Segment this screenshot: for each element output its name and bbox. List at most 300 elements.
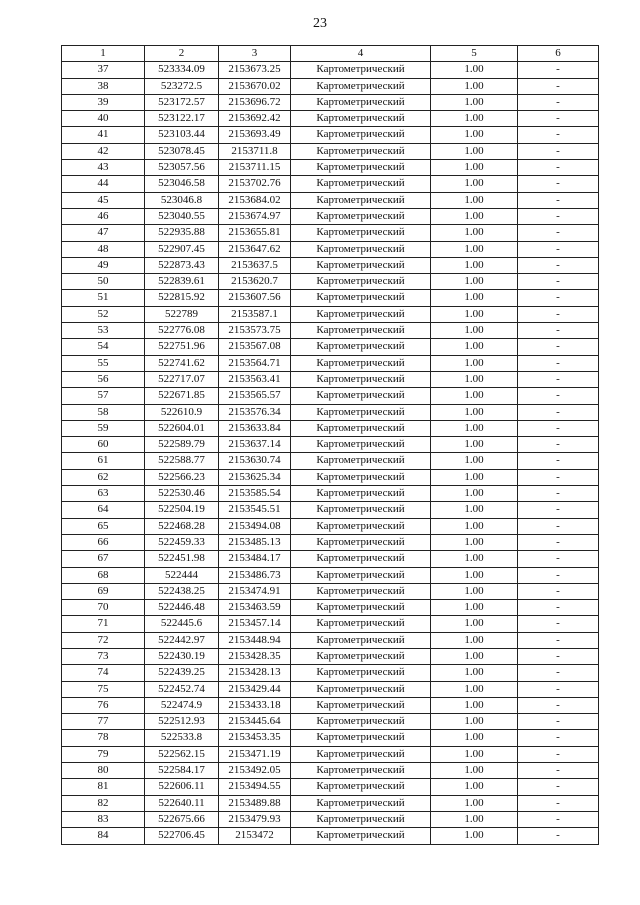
- cell-description: -: [518, 225, 599, 241]
- cell-y-coordinate: 2153492.05: [219, 763, 291, 779]
- cell-accuracy: 1.00: [431, 208, 518, 224]
- cell-method: Картометрический: [291, 486, 431, 502]
- cell-x-coordinate: 522459.33: [145, 534, 219, 550]
- cell-accuracy: 1.00: [431, 306, 518, 322]
- column-header-y-coordinate: 3: [219, 46, 291, 62]
- cell-accuracy: 1.00: [431, 779, 518, 795]
- cell-x-coordinate: 522446.48: [145, 600, 219, 616]
- table-row: [62, 62, 599, 78]
- table-row: [62, 225, 599, 241]
- cell-method: Картометрический: [291, 420, 431, 436]
- cell-point-number: 40: [62, 111, 145, 127]
- cell-y-coordinate: 2153433.18: [219, 697, 291, 713]
- cell-method: Картометрический: [291, 78, 431, 94]
- cell-point-number: 58: [62, 404, 145, 420]
- table-row: [62, 795, 599, 811]
- cell-y-coordinate: 2153637.5: [219, 257, 291, 273]
- cell-method: Картометрический: [291, 632, 431, 648]
- cell-point-number: 44: [62, 176, 145, 192]
- cell-accuracy: 1.00: [431, 437, 518, 453]
- table-row: [62, 697, 599, 713]
- cell-description: -: [518, 469, 599, 485]
- table-row: [62, 811, 599, 827]
- cell-method: Картометрический: [291, 208, 431, 224]
- cell-y-coordinate: 2153620.7: [219, 274, 291, 290]
- cell-point-number: 63: [62, 486, 145, 502]
- cell-y-coordinate: 2153484.17: [219, 551, 291, 567]
- cell-point-number: 76: [62, 697, 145, 713]
- cell-method: Картометрический: [291, 371, 431, 387]
- cell-description: -: [518, 339, 599, 355]
- cell-accuracy: 1.00: [431, 225, 518, 241]
- cell-y-coordinate: 2153463.59: [219, 600, 291, 616]
- table-row: [62, 371, 599, 387]
- cell-accuracy: 1.00: [431, 714, 518, 730]
- cell-y-coordinate: 2153453.35: [219, 730, 291, 746]
- table-row: [62, 323, 599, 339]
- cell-point-number: 39: [62, 94, 145, 110]
- cell-description: -: [518, 714, 599, 730]
- table-row: [62, 567, 599, 583]
- cell-y-coordinate: 2153670.02: [219, 78, 291, 94]
- cell-accuracy: 1.00: [431, 143, 518, 159]
- cell-description: -: [518, 763, 599, 779]
- cell-point-number: 80: [62, 763, 145, 779]
- cell-description: -: [518, 420, 599, 436]
- cell-point-number: 59: [62, 420, 145, 436]
- cell-accuracy: 1.00: [431, 404, 518, 420]
- cell-accuracy: 1.00: [431, 600, 518, 616]
- cell-y-coordinate: 2153486.73: [219, 567, 291, 583]
- cell-description: -: [518, 648, 599, 664]
- cell-x-coordinate: 522815.92: [145, 290, 219, 306]
- cell-method: Картометрический: [291, 143, 431, 159]
- cell-x-coordinate: 522533.8: [145, 730, 219, 746]
- cell-description: -: [518, 208, 599, 224]
- cell-x-coordinate: 522588.77: [145, 453, 219, 469]
- cell-x-coordinate: 523040.55: [145, 208, 219, 224]
- cell-description: -: [518, 534, 599, 550]
- cell-x-coordinate: 522512.93: [145, 714, 219, 730]
- cell-accuracy: 1.00: [431, 469, 518, 485]
- table-row: [62, 143, 599, 159]
- coordinates-table-body: [62, 46, 599, 845]
- cell-x-coordinate: 522468.28: [145, 518, 219, 534]
- table-row: [62, 502, 599, 518]
- cell-y-coordinate: 2153637.14: [219, 437, 291, 453]
- cell-method: Картометрический: [291, 176, 431, 192]
- cell-accuracy: 1.00: [431, 730, 518, 746]
- cell-point-number: 77: [62, 714, 145, 730]
- cell-y-coordinate: 2153585.54: [219, 486, 291, 502]
- cell-x-coordinate: 522444: [145, 567, 219, 583]
- cell-accuracy: 1.00: [431, 257, 518, 273]
- cell-point-number: 55: [62, 355, 145, 371]
- cell-description: -: [518, 730, 599, 746]
- cell-method: Картометрический: [291, 811, 431, 827]
- cell-method: Картометрический: [291, 453, 431, 469]
- cell-description: -: [518, 127, 599, 143]
- cell-description: -: [518, 567, 599, 583]
- cell-accuracy: 1.00: [431, 355, 518, 371]
- cell-accuracy: 1.00: [431, 420, 518, 436]
- cell-description: -: [518, 257, 599, 273]
- cell-y-coordinate: 2153692.42: [219, 111, 291, 127]
- cell-accuracy: 1.00: [431, 388, 518, 404]
- cell-method: Картометрический: [291, 746, 431, 762]
- cell-accuracy: 1.00: [431, 111, 518, 127]
- cell-method: Картометрический: [291, 518, 431, 534]
- cell-accuracy: 1.00: [431, 274, 518, 290]
- table-row: [62, 779, 599, 795]
- cell-point-number: 70: [62, 600, 145, 616]
- cell-method: Картометрический: [291, 274, 431, 290]
- cell-description: -: [518, 828, 599, 844]
- cell-point-number: 50: [62, 274, 145, 290]
- cell-method: Картометрический: [291, 160, 431, 176]
- table-row: [62, 746, 599, 762]
- cell-point-number: 65: [62, 518, 145, 534]
- cell-y-coordinate: 2153673.25: [219, 62, 291, 78]
- cell-y-coordinate: 2153429.44: [219, 681, 291, 697]
- cell-description: -: [518, 388, 599, 404]
- cell-point-number: 78: [62, 730, 145, 746]
- cell-method: Картометрический: [291, 290, 431, 306]
- cell-description: -: [518, 274, 599, 290]
- cell-point-number: 67: [62, 551, 145, 567]
- table-row: [62, 388, 599, 404]
- cell-method: Картометрический: [291, 681, 431, 697]
- table-row: [62, 616, 599, 632]
- cell-point-number: 81: [62, 779, 145, 795]
- cell-point-number: 74: [62, 665, 145, 681]
- cell-point-number: 46: [62, 208, 145, 224]
- cell-x-coordinate: 522873.43: [145, 257, 219, 273]
- cell-x-coordinate: 523272.5: [145, 78, 219, 94]
- cell-description: -: [518, 62, 599, 78]
- table-row: [62, 355, 599, 371]
- cell-method: Картометрический: [291, 192, 431, 208]
- cell-point-number: 48: [62, 241, 145, 257]
- table-row: [62, 665, 599, 681]
- table-row: [62, 437, 599, 453]
- cell-x-coordinate: 522675.66: [145, 811, 219, 827]
- cell-method: Картометрический: [291, 828, 431, 844]
- cell-x-coordinate: 522741.62: [145, 355, 219, 371]
- cell-description: -: [518, 437, 599, 453]
- cell-method: Картометрический: [291, 404, 431, 420]
- cell-accuracy: 1.00: [431, 192, 518, 208]
- column-header-method: 4: [291, 46, 431, 62]
- table-row: [62, 714, 599, 730]
- table-row: [62, 111, 599, 127]
- cell-x-coordinate: 523046.58: [145, 176, 219, 192]
- cell-x-coordinate: 523172.57: [145, 94, 219, 110]
- cell-description: -: [518, 697, 599, 713]
- cell-description: -: [518, 306, 599, 322]
- cell-x-coordinate: 522706.45: [145, 828, 219, 844]
- cell-description: -: [518, 795, 599, 811]
- cell-accuracy: 1.00: [431, 502, 518, 518]
- cell-description: -: [518, 404, 599, 420]
- cell-method: Картометрический: [291, 306, 431, 322]
- cell-y-coordinate: 2153711.8: [219, 143, 291, 159]
- cell-description: -: [518, 371, 599, 387]
- cell-description: -: [518, 551, 599, 567]
- table-row: [62, 176, 599, 192]
- cell-x-coordinate: 522589.79: [145, 437, 219, 453]
- table-row: [62, 241, 599, 257]
- table-row: [62, 730, 599, 746]
- table-row: [62, 763, 599, 779]
- cell-accuracy: 1.00: [431, 176, 518, 192]
- cell-accuracy: 1.00: [431, 697, 518, 713]
- cell-y-coordinate: 2153711.15: [219, 160, 291, 176]
- cell-accuracy: 1.00: [431, 371, 518, 387]
- cell-description: -: [518, 94, 599, 110]
- cell-method: Картометрический: [291, 665, 431, 681]
- cell-point-number: 62: [62, 469, 145, 485]
- cell-accuracy: 1.00: [431, 290, 518, 306]
- cell-accuracy: 1.00: [431, 127, 518, 143]
- table-row: [62, 257, 599, 273]
- cell-method: Картометрический: [291, 355, 431, 371]
- cell-accuracy: 1.00: [431, 763, 518, 779]
- cell-description: -: [518, 681, 599, 697]
- cell-method: Картометрический: [291, 567, 431, 583]
- table-row: [62, 469, 599, 485]
- cell-point-number: 60: [62, 437, 145, 453]
- table-row: [62, 551, 599, 567]
- column-header-description: 6: [518, 46, 599, 62]
- cell-x-coordinate: 522935.88: [145, 225, 219, 241]
- cell-x-coordinate: 522474.9: [145, 697, 219, 713]
- cell-accuracy: 1.00: [431, 323, 518, 339]
- cell-accuracy: 1.00: [431, 486, 518, 502]
- cell-y-coordinate: 2153565.57: [219, 388, 291, 404]
- cell-point-number: 54: [62, 339, 145, 355]
- cell-method: Картометрический: [291, 127, 431, 143]
- cell-method: Картометрический: [291, 225, 431, 241]
- cell-point-number: 73: [62, 648, 145, 664]
- cell-y-coordinate: 2153471.19: [219, 746, 291, 762]
- cell-method: Картометрический: [291, 323, 431, 339]
- cell-x-coordinate: 522789: [145, 306, 219, 322]
- cell-y-coordinate: 2153448.94: [219, 632, 291, 648]
- cell-accuracy: 1.00: [431, 534, 518, 550]
- cell-x-coordinate: 522606.11: [145, 779, 219, 795]
- cell-description: -: [518, 616, 599, 632]
- cell-y-coordinate: 2153494.08: [219, 518, 291, 534]
- cell-y-coordinate: 2153587.1: [219, 306, 291, 322]
- cell-method: Картометрический: [291, 111, 431, 127]
- cell-x-coordinate: 522907.45: [145, 241, 219, 257]
- table-row: [62, 208, 599, 224]
- table-row: [62, 681, 599, 697]
- cell-x-coordinate: 522640.11: [145, 795, 219, 811]
- column-header-accuracy: 5: [431, 46, 518, 62]
- cell-method: Картометрический: [291, 241, 431, 257]
- cell-y-coordinate: 2153545.51: [219, 502, 291, 518]
- table-row: [62, 648, 599, 664]
- cell-accuracy: 1.00: [431, 551, 518, 567]
- cell-method: Картометрический: [291, 339, 431, 355]
- cell-method: Картометрический: [291, 648, 431, 664]
- cell-point-number: 71: [62, 616, 145, 632]
- cell-y-coordinate: 2153647.62: [219, 241, 291, 257]
- cell-x-coordinate: 522445.6: [145, 616, 219, 632]
- cell-description: -: [518, 323, 599, 339]
- cell-method: Картометрический: [291, 583, 431, 599]
- cell-point-number: 68: [62, 567, 145, 583]
- table-row: [62, 404, 599, 420]
- cell-x-coordinate: 523057.56: [145, 160, 219, 176]
- cell-x-coordinate: 522604.01: [145, 420, 219, 436]
- cell-x-coordinate: 522452.74: [145, 681, 219, 697]
- cell-description: -: [518, 811, 599, 827]
- cell-method: Картометрический: [291, 730, 431, 746]
- cell-accuracy: 1.00: [431, 567, 518, 583]
- cell-y-coordinate: 2153494.55: [219, 779, 291, 795]
- cell-y-coordinate: 2153573.75: [219, 323, 291, 339]
- cell-description: -: [518, 632, 599, 648]
- cell-point-number: 66: [62, 534, 145, 550]
- cell-point-number: 79: [62, 746, 145, 762]
- cell-description: -: [518, 355, 599, 371]
- cell-description: -: [518, 779, 599, 795]
- cell-description: -: [518, 111, 599, 127]
- cell-x-coordinate: 522439.25: [145, 665, 219, 681]
- table-row: [62, 583, 599, 599]
- table-row: [62, 453, 599, 469]
- cell-y-coordinate: 2153445.64: [219, 714, 291, 730]
- cell-point-number: 57: [62, 388, 145, 404]
- cell-method: Картометрический: [291, 763, 431, 779]
- cell-point-number: 51: [62, 290, 145, 306]
- cell-point-number: 45: [62, 192, 145, 208]
- cell-x-coordinate: 522451.98: [145, 551, 219, 567]
- cell-point-number: 75: [62, 681, 145, 697]
- table-row: [62, 127, 599, 143]
- table-row: [62, 632, 599, 648]
- cell-accuracy: 1.00: [431, 583, 518, 599]
- cell-x-coordinate: 522610.9: [145, 404, 219, 420]
- table-row: [62, 486, 599, 502]
- cell-x-coordinate: 523334.09: [145, 62, 219, 78]
- cell-description: -: [518, 143, 599, 159]
- cell-description: -: [518, 453, 599, 469]
- cell-accuracy: 1.00: [431, 453, 518, 469]
- cell-x-coordinate: 522717.07: [145, 371, 219, 387]
- cell-x-coordinate: 522839.61: [145, 274, 219, 290]
- cell-point-number: 47: [62, 225, 145, 241]
- table-row: [62, 160, 599, 176]
- cell-x-coordinate: 522562.15: [145, 746, 219, 762]
- table-row: [62, 828, 599, 844]
- cell-method: Картометрический: [291, 388, 431, 404]
- cell-x-coordinate: 522751.96: [145, 339, 219, 355]
- cell-description: -: [518, 518, 599, 534]
- table-row: [62, 339, 599, 355]
- cell-accuracy: 1.00: [431, 94, 518, 110]
- cell-description: -: [518, 78, 599, 94]
- cell-y-coordinate: 2153567.08: [219, 339, 291, 355]
- cell-point-number: 61: [62, 453, 145, 469]
- cell-x-coordinate: 523078.45: [145, 143, 219, 159]
- cell-y-coordinate: 2153428.13: [219, 665, 291, 681]
- cell-y-coordinate: 2153696.72: [219, 94, 291, 110]
- coordinates-table: [61, 45, 599, 845]
- cell-y-coordinate: 2153633.84: [219, 420, 291, 436]
- cell-y-coordinate: 2153684.02: [219, 192, 291, 208]
- cell-accuracy: 1.00: [431, 160, 518, 176]
- cell-y-coordinate: 2153489.88: [219, 795, 291, 811]
- cell-point-number: 83: [62, 811, 145, 827]
- table-row: [62, 518, 599, 534]
- cell-description: -: [518, 665, 599, 681]
- cell-x-coordinate: 522671.85: [145, 388, 219, 404]
- table-row: [62, 306, 599, 322]
- cell-accuracy: 1.00: [431, 632, 518, 648]
- cell-method: Картометрический: [291, 714, 431, 730]
- cell-point-number: 52: [62, 306, 145, 322]
- cell-point-number: 37: [62, 62, 145, 78]
- cell-y-coordinate: 2153485.13: [219, 534, 291, 550]
- table-row: [62, 78, 599, 94]
- cell-method: Картометрический: [291, 600, 431, 616]
- cell-description: -: [518, 160, 599, 176]
- table-header-row: [62, 46, 599, 62]
- cell-point-number: 43: [62, 160, 145, 176]
- cell-y-coordinate: 2153472: [219, 828, 291, 844]
- table-row: [62, 290, 599, 306]
- cell-description: -: [518, 241, 599, 257]
- cell-accuracy: 1.00: [431, 811, 518, 827]
- cell-accuracy: 1.00: [431, 648, 518, 664]
- cell-y-coordinate: 2153674.97: [219, 208, 291, 224]
- cell-point-number: 53: [62, 323, 145, 339]
- cell-accuracy: 1.00: [431, 78, 518, 94]
- table-row: [62, 534, 599, 550]
- cell-accuracy: 1.00: [431, 241, 518, 257]
- cell-point-number: 72: [62, 632, 145, 648]
- cell-point-number: 49: [62, 257, 145, 273]
- cell-y-coordinate: 2153625.34: [219, 469, 291, 485]
- cell-accuracy: 1.00: [431, 339, 518, 355]
- cell-point-number: 64: [62, 502, 145, 518]
- cell-x-coordinate: 522530.46: [145, 486, 219, 502]
- table-row: [62, 274, 599, 290]
- cell-description: -: [518, 486, 599, 502]
- cell-y-coordinate: 2153693.49: [219, 127, 291, 143]
- cell-description: -: [518, 502, 599, 518]
- cell-accuracy: 1.00: [431, 616, 518, 632]
- cell-accuracy: 1.00: [431, 746, 518, 762]
- cell-y-coordinate: 2153630.74: [219, 453, 291, 469]
- cell-y-coordinate: 2153474.91: [219, 583, 291, 599]
- column-header-x-coordinate: 2: [145, 46, 219, 62]
- cell-method: Картометрический: [291, 779, 431, 795]
- cell-method: Картометрический: [291, 469, 431, 485]
- cell-x-coordinate: 522438.25: [145, 583, 219, 599]
- cell-accuracy: 1.00: [431, 681, 518, 697]
- cell-x-coordinate: 523122.17: [145, 111, 219, 127]
- cell-point-number: 84: [62, 828, 145, 844]
- cell-accuracy: 1.00: [431, 795, 518, 811]
- cell-description: -: [518, 176, 599, 192]
- cell-x-coordinate: 522566.23: [145, 469, 219, 485]
- cell-accuracy: 1.00: [431, 62, 518, 78]
